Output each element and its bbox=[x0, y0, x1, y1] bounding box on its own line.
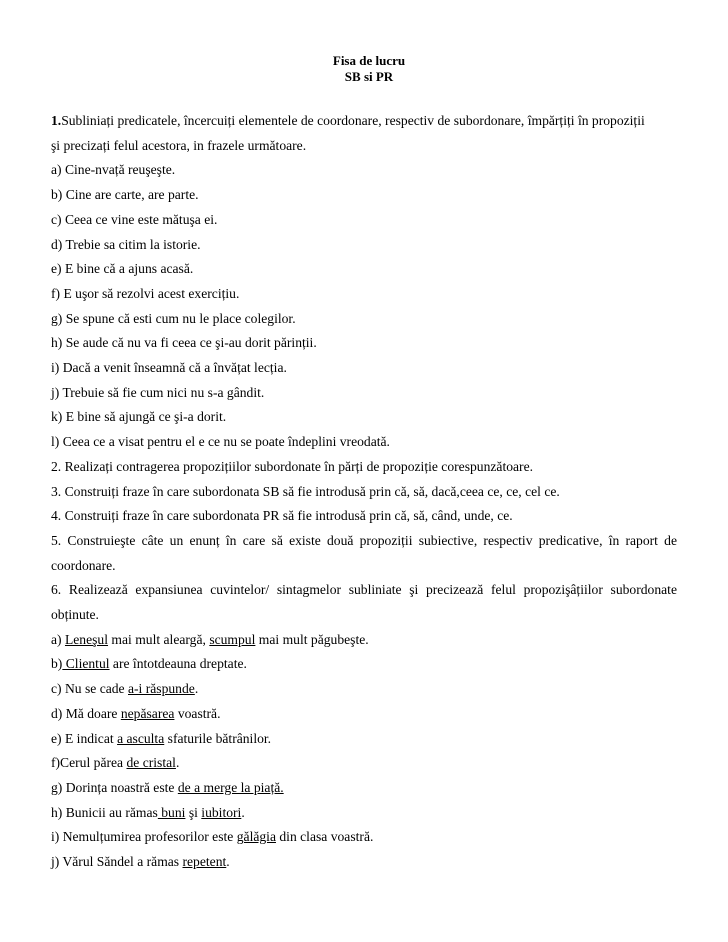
item-text: c) Nu se cade bbox=[51, 681, 128, 697]
item-text: a) bbox=[51, 631, 65, 647]
exercise-6-item bbox=[51, 628, 677, 653]
item-text: e) E indicat bbox=[51, 730, 118, 746]
item-text: g) Dorința noastră este bbox=[51, 779, 178, 795]
exercise-6-item bbox=[51, 751, 677, 776]
item-text: . bbox=[175, 755, 180, 771]
exercise-6-item bbox=[51, 850, 677, 875]
exercise-6-item bbox=[51, 801, 677, 826]
underlined-word: de cristal bbox=[126, 755, 176, 771]
exercise-1-item: l) Ceea ce a visat pentru el e ce nu se poate îndeplini vreodată. bbox=[51, 434, 390, 450]
exercise-5: 5. Construieşte câte un enunț în care să existe două propoziții subiective, respectiv predicative, în raport de bbox=[51, 532, 677, 548]
exercise-6-cont: obținute. bbox=[51, 607, 99, 623]
underlined-word: Leneşul bbox=[64, 631, 109, 647]
underlined-word: nepăsarea bbox=[120, 705, 175, 721]
exercise-6: 6. Realizează expansiunea cuvintelor/ sintagmelor subliniate şi precizează felul propozişâțiilor subordonate bbox=[51, 582, 677, 598]
item-text: are întotdeauna dreptate. bbox=[109, 656, 247, 672]
exercise-1-item: b) Cine are carte, are parte. bbox=[51, 187, 199, 203]
exercise-1-item: k) E bine să ajungă ce şi-a dorit. bbox=[51, 409, 227, 425]
item-text: şi bbox=[185, 804, 202, 820]
exercise-6-item bbox=[51, 776, 677, 801]
exercise-1-instruction bbox=[51, 109, 677, 134]
underlined-word: Clientul bbox=[62, 656, 110, 672]
exercise-4: 4. Construiți fraze în care subordonata PR să fie introdusă prin că, să, când, unde, ce. bbox=[51, 508, 513, 524]
item-text: din clasa voastră. bbox=[275, 829, 374, 845]
item-text: . bbox=[194, 681, 199, 697]
exercise-6-item bbox=[51, 727, 677, 752]
item-text: h) Bunicii au rămas bbox=[51, 804, 158, 820]
underlined-word: buni bbox=[157, 804, 186, 820]
underlined-word: scumpul bbox=[209, 631, 256, 647]
item-text: mai mult aleargă, bbox=[108, 631, 210, 647]
exercise-1-item: c) Ceea ce vine este mătuşa ei. bbox=[51, 211, 218, 227]
exercise-6-item bbox=[51, 825, 677, 850]
exercise-1-item: a) Cine-nvață reuşeşte. bbox=[51, 162, 176, 178]
underlined-word: iubitori bbox=[201, 804, 242, 820]
item-text: sfaturile bătrânilor. bbox=[164, 730, 272, 746]
underlined-word: a asculta bbox=[117, 730, 165, 746]
item-text: b) bbox=[51, 656, 63, 672]
exercise-6-item bbox=[51, 677, 677, 702]
underlined-word: de a merge la piață. bbox=[177, 779, 284, 795]
item-text: voastră. bbox=[174, 705, 221, 721]
underlined-word: a-i răspunde bbox=[128, 681, 195, 697]
exercise-1-item: h) Se aude că nu va fi ceea ce şi-au dorit părinții. bbox=[51, 335, 317, 351]
exercise-5-cont: coordonare. bbox=[51, 557, 116, 573]
exercise-2: 2. Realizați contragerea propozițiilor subordonate în părți de propoziție corespunzătoare. bbox=[51, 458, 534, 474]
exercise-1-item: i) Dacă a venit înseamnă că a învățat lecția. bbox=[51, 360, 287, 376]
underlined-word: gălăgia bbox=[236, 829, 276, 845]
exercise-6-item bbox=[51, 702, 677, 727]
item-text: d) Mă doare bbox=[51, 705, 121, 721]
underlined-word: repetent bbox=[182, 854, 227, 870]
exercise-6-item bbox=[51, 652, 677, 677]
item-text: . bbox=[226, 854, 230, 870]
item-text: i) Nemulțumirea profesorilor este bbox=[51, 829, 237, 845]
exercise-1-item: d) Trebie sa citim la istorie. bbox=[51, 236, 201, 252]
item-text: mai mult păgubeşte. bbox=[255, 631, 369, 647]
exercise-1-item: j) Trebuie să fie cum nici nu s-a gândit. bbox=[51, 384, 265, 400]
exercise-1-item: e) E bine că a ajuns acasă. bbox=[51, 261, 194, 277]
exercise-text: Subliniați predicatele, încercuiți elementele de coordonare, respectiv de subordonare, împărțiți în propoziții bbox=[61, 113, 645, 128]
worksheet-subtitle: SB si PR bbox=[344, 69, 394, 84]
exercise-1-instruction-cont: şi precizați felul acestora, in frazele următoare. bbox=[51, 137, 307, 153]
item-text: f)Cerul părea bbox=[51, 755, 127, 771]
item-text: . bbox=[241, 804, 245, 820]
worksheet-content bbox=[51, 109, 677, 875]
exercise-number: 1. bbox=[51, 113, 62, 128]
worksheet-title: Fisa de lucru bbox=[332, 53, 406, 68]
exercise-1-item: f) E uşor să rezolvi acest exercițiu. bbox=[51, 285, 240, 301]
exercise-1-item: g) Se spune că esti cum nu le place colegilor. bbox=[51, 310, 296, 326]
exercise-3: 3. Construiți fraze în care subordonata SB să fie introdusă prin că, să, dacă,ceea ce, ce, cel ce. bbox=[51, 483, 560, 499]
item-text: j) Vărul Săndel a rămas bbox=[51, 854, 183, 870]
